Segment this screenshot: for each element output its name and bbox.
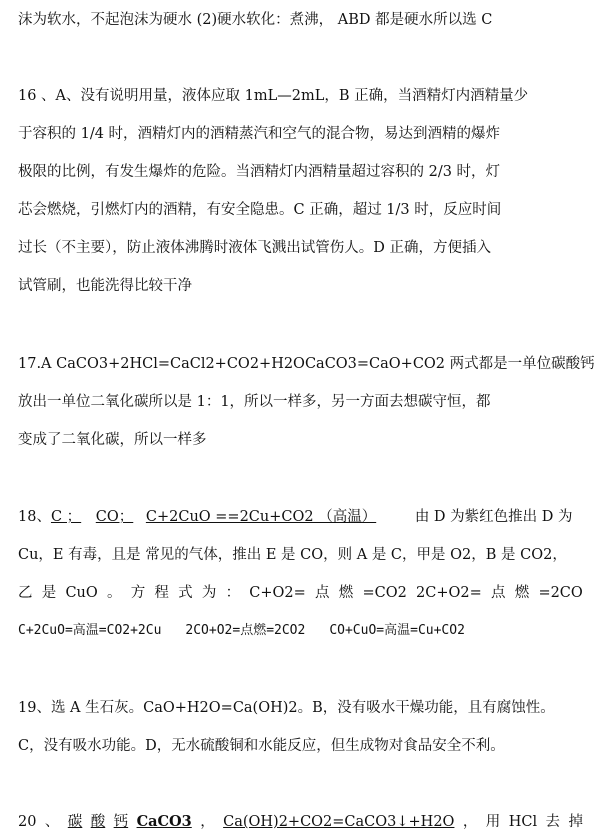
q20-number: 20 [18, 814, 37, 830]
q20-word: 掉 [568, 814, 583, 830]
q20-word: 碳 [67, 814, 83, 830]
q20-word: 用 [485, 814, 501, 830]
q18-word: 燃 [338, 585, 354, 601]
q18-word: 是 [41, 585, 57, 601]
q20-word: 、 [44, 814, 60, 830]
q18-word: =CO2 [362, 585, 407, 601]
q18-word: 方 [130, 585, 146, 601]
q18-word: C+O2= [249, 585, 306, 601]
q18-answer-3: C+2CuO ==2Cu+CO2 （高温） [145, 509, 377, 525]
q17-line-2: 放出一单位二氧化碳所以是 1：1，所以一样多，另一方面去想碳守恒，都 [18, 394, 491, 410]
q18-line-2: Cu，E 有毒，且是 常见的气体，推出 E 是 CO，则 A 是 C，甲是 O2，B 是 CO2， [18, 547, 567, 563]
q18-line-1-rest: 由 D 为紫红色推出 D 为 [414, 509, 573, 525]
q20-equation: Ca(OH)2+CO2=CaCO3↓+H2O [223, 814, 455, 830]
q18-word: 为 [201, 585, 217, 601]
q20-word: 去 [545, 814, 561, 830]
q18-word: 程 [154, 585, 169, 601]
q19-line-1: 19、选 A 生石灰。CaO+H2O=Ca(OH)2。B，没有吸水干燥功能，且有腐蚀性。 [18, 700, 555, 716]
q16-line-3: 极限的比例，有发生爆炸的危险。当酒精灯内酒精量超过容积的 2/3 时，灯 [18, 164, 501, 180]
q18-equation-c: CO+CuO=高温=Cu+CO2 [329, 623, 465, 638]
q18-line-4 [18, 621, 583, 641]
q20-word: ， [462, 814, 478, 830]
q17-line-3: 变成了二氧化碳，所以一样多 [18, 432, 207, 448]
q18-word: CuO [65, 585, 98, 601]
q15-line-1: 沫为软水，不起泡沫为硬水 (2)硬水软化：煮沸， ABD 都是硬水所以选 C [18, 12, 493, 28]
q16-line-6: 试管刷，也能洗得比较干净 [18, 278, 192, 294]
q18-word: 燃 [514, 585, 530, 601]
q18-word: =2CO [538, 585, 583, 601]
q18-answer-1: C ； [50, 509, 82, 525]
q17-line-1: 17.A CaCO3+2HCl=CaCl2+CO2+H2OCaCO3=CaO+CO2 两式都是一单位碳酸钙 [18, 356, 595, 372]
q16-line-4: 芯会燃烧，引燃灯内的酒精，有安全隐患。C 正确，超过 1/3 时，反应时间 [18, 202, 502, 218]
q18-equation-b: 2CO+O2=点燃=2CO2 [185, 623, 306, 638]
q16-line-1: 16 、A、没有说明用量，液体应取 1mL—2mL，B 正确，当酒精灯内酒精量少 [18, 88, 529, 104]
q16-line-5: 过长（不主要），防止液体沸腾时液体飞溅出试管伤人。D 正确，方便插入 [18, 240, 491, 256]
q18-word: 乙 [18, 585, 33, 601]
q18-number: 18、 [18, 509, 51, 525]
q18-answer-2: CO； [95, 509, 134, 525]
q18-word: 点 [315, 585, 330, 601]
q20-comma: ， [200, 814, 215, 830]
q20-word: HCl [508, 814, 538, 830]
q18-word: 式 [178, 585, 193, 601]
q18-word: 2C+O2= [416, 585, 482, 601]
q20-formula: CaCO3 [136, 813, 192, 830]
q18-line-1 [18, 507, 583, 527]
q16-line-2: 于容积的 1/4 时，酒精灯内的酒精蒸汽和空气的混合物，易达到酒精的爆炸 [18, 126, 501, 142]
q20-word: 钙 [113, 814, 129, 830]
q20-line-1 [18, 812, 583, 832]
q18-word: 。 [106, 585, 122, 601]
q18-line-3 [18, 583, 583, 603]
q18-equation-a: C+2CuO=高温=CO2+2Cu [18, 623, 162, 638]
q19-line-2: C，没有吸水功能。D，无水硫酸铜和水能反应，但生成物对食品安全不利。 [18, 738, 505, 754]
q20-word: 酸 [90, 814, 106, 830]
q18-word: ： [225, 585, 241, 601]
q18-word: 点 [491, 585, 506, 601]
